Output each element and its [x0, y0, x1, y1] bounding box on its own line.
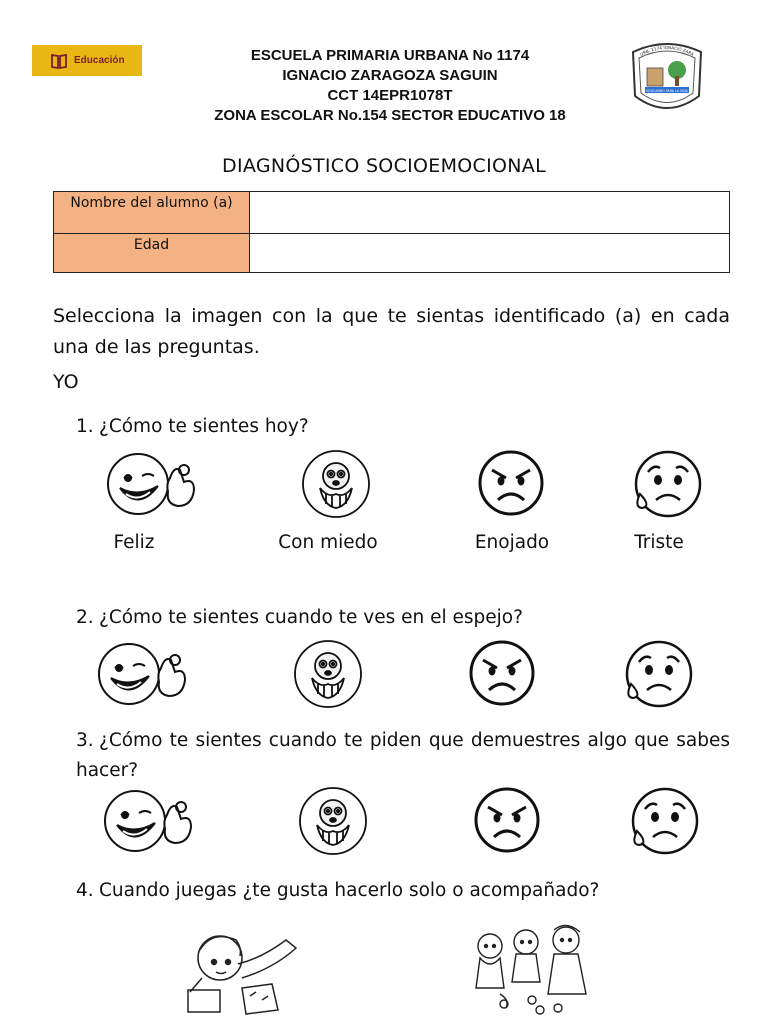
emotion-label-angry: Enojado — [474, 532, 550, 553]
instructions: Selecciona la imagen con la que te sientas identificado (a) en cada una de las preguntas. — [53, 305, 730, 358]
age-label: Edad — [54, 234, 250, 273]
question-text: Cuando juegas ¿te gusta hacerlo solo o acompañado? — [99, 880, 600, 901]
school-header — [170, 46, 610, 126]
child-playing-alone-illustration[interactable] — [182, 918, 302, 1018]
sad-tear-face-icon[interactable] — [621, 638, 693, 716]
emotion-label-sad: Triste — [634, 532, 684, 553]
scared-face-icon[interactable] — [300, 448, 372, 524]
seal-banner: EDUCANDO PARA LA VIDA — [646, 89, 688, 93]
question-2 — [76, 603, 523, 633]
table-row — [54, 192, 730, 234]
name-label: Nombre del alumno (a) — [54, 192, 250, 234]
emotion-label-happy: Feliz — [113, 532, 155, 553]
emotion-label-scared: Con miedo — [278, 532, 378, 553]
scared-face-icon[interactable] — [297, 785, 369, 861]
section-heading: YO — [53, 371, 79, 393]
happy-wink-face-icon[interactable] — [104, 448, 200, 524]
school-name: ESCUELA PRIMARIA URBANA No 1174 — [250, 47, 530, 64]
name-field[interactable] — [250, 192, 730, 234]
school-patron: IGNACIO ZARAGOZA SAGUIN — [282, 67, 498, 84]
question-text: ¿Cómo te sientes cuando te ves en el espejo? — [99, 607, 523, 628]
sad-tear-face-icon[interactable] — [630, 448, 702, 526]
happy-wink-face-icon[interactable] — [101, 785, 197, 861]
angry-face-icon[interactable] — [472, 785, 542, 859]
question-4 — [76, 876, 599, 906]
question-number: 1. — [76, 416, 94, 437]
seal-top-text: URB. 1174 IGNACIO ZARA — [639, 44, 695, 57]
question-3 — [76, 726, 730, 786]
question-text: ¿Cómo te sientes cuando te piden que demuestres algo que sabes hacer? — [76, 730, 730, 781]
age-field[interactable] — [250, 234, 730, 273]
children-playing-together-illustration[interactable] — [470, 922, 595, 1018]
page-title: DIAGNÓSTICO SOCIOEMOCIONAL — [222, 155, 546, 177]
table-row — [54, 234, 730, 273]
scared-face-icon[interactable] — [292, 638, 364, 714]
logo-text: Educación — [74, 55, 125, 66]
education-logo — [32, 45, 142, 76]
sad-tear-face-icon[interactable] — [627, 785, 699, 863]
book-icon — [50, 52, 68, 70]
question-1 — [76, 412, 309, 442]
question-number: 2. — [76, 607, 94, 628]
school-zone: ZONA ESCOLAR No.154 SECTOR EDUCATIVO 18 — [214, 107, 566, 124]
school-cct: CCT 14EPR1078T — [327, 87, 453, 104]
angry-face-icon[interactable] — [476, 448, 546, 522]
school-seal — [627, 38, 707, 120]
happy-wink-face-icon[interactable] — [95, 638, 191, 714]
angry-face-icon[interactable] — [467, 638, 537, 712]
question-number: 3. — [76, 730, 94, 751]
question-number: 4. — [76, 880, 94, 901]
question-text: ¿Cómo te sientes hoy? — [99, 416, 309, 437]
student-info-table — [53, 191, 730, 273]
